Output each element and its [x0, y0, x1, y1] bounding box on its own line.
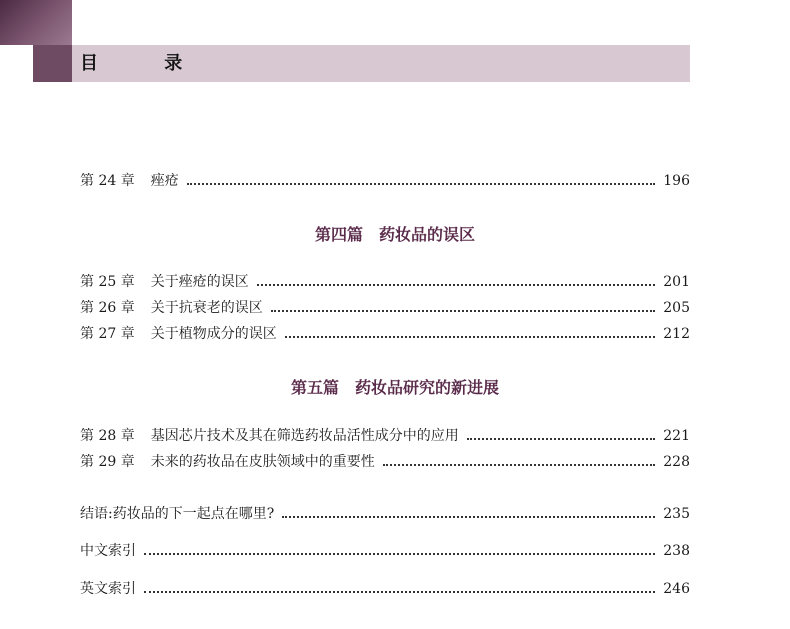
entry-title: 英文索引: [80, 581, 136, 597]
part-title: 药妆品的误区: [379, 225, 476, 244]
dot-leader: [144, 591, 655, 593]
dot-leader: [144, 553, 655, 555]
chapter-number: 第 28 章: [80, 428, 135, 444]
part-title: 药妆品研究的新进展: [355, 378, 500, 397]
toc-entry-ch27[interactable]: [80, 323, 690, 345]
page-number: 221: [663, 428, 690, 444]
toc-entry-ch24[interactable]: [80, 170, 690, 192]
chapter-title: 关于痤疮的误区: [150, 274, 249, 290]
toc-entry-ch25[interactable]: [80, 271, 690, 293]
part-label: 第五篇: [290, 378, 339, 397]
page-number: 212: [663, 326, 690, 342]
entry-title: 中文索引: [80, 543, 136, 559]
entry-title: 结语:药妆品的下一起点在哪里?: [80, 506, 275, 522]
corner-decoration: [0, 0, 72, 45]
dot-leader: [285, 336, 656, 338]
page-number: 205: [663, 300, 690, 316]
page-title: 目 录: [80, 53, 213, 74]
toc-entry-english-index[interactable]: [80, 578, 690, 600]
chapter-title: 关于抗衰老的误区: [150, 300, 263, 316]
dot-leader: [187, 183, 656, 185]
page-number: 196: [663, 173, 690, 189]
chapter-title: 痤疮: [150, 173, 179, 189]
chapter-number: 第 27 章: [80, 326, 135, 342]
toc-entry-ch26[interactable]: [80, 297, 690, 319]
page-number: 228: [663, 454, 690, 470]
chapter-title: 关于植物成分的误区: [150, 326, 277, 342]
chapter-title: 未来的药妆品在皮肤领域中的重要性: [150, 454, 375, 470]
page-number: 235: [663, 506, 690, 522]
toc-entry-epilogue[interactable]: [80, 503, 690, 525]
part-heading-5: [0, 375, 790, 398]
dot-leader: [271, 310, 656, 312]
part-heading-4: [0, 222, 790, 245]
chapter-title: 基因芯片技术及其在筛选药妆品活性成分中的应用: [150, 428, 459, 444]
page-number: 238: [663, 543, 690, 559]
dot-leader: [282, 516, 655, 518]
page-number: 246: [663, 581, 690, 597]
dot-leader: [257, 284, 656, 286]
chapter-number: 第 29 章: [80, 454, 135, 470]
toc-entry-ch29[interactable]: [80, 451, 690, 473]
dot-leader: [467, 438, 656, 440]
page-number: 201: [663, 274, 690, 290]
chapter-number: 第 26 章: [80, 300, 135, 316]
dot-leader: [383, 464, 656, 466]
part-label: 第四篇: [314, 225, 363, 244]
toc-entry-ch28[interactable]: [80, 425, 690, 447]
chapter-number: 第 25 章: [80, 274, 135, 290]
chapter-number: 第 24 章: [80, 173, 135, 189]
corner-block: [33, 45, 72, 82]
toc-entry-chinese-index[interactable]: [80, 540, 690, 562]
